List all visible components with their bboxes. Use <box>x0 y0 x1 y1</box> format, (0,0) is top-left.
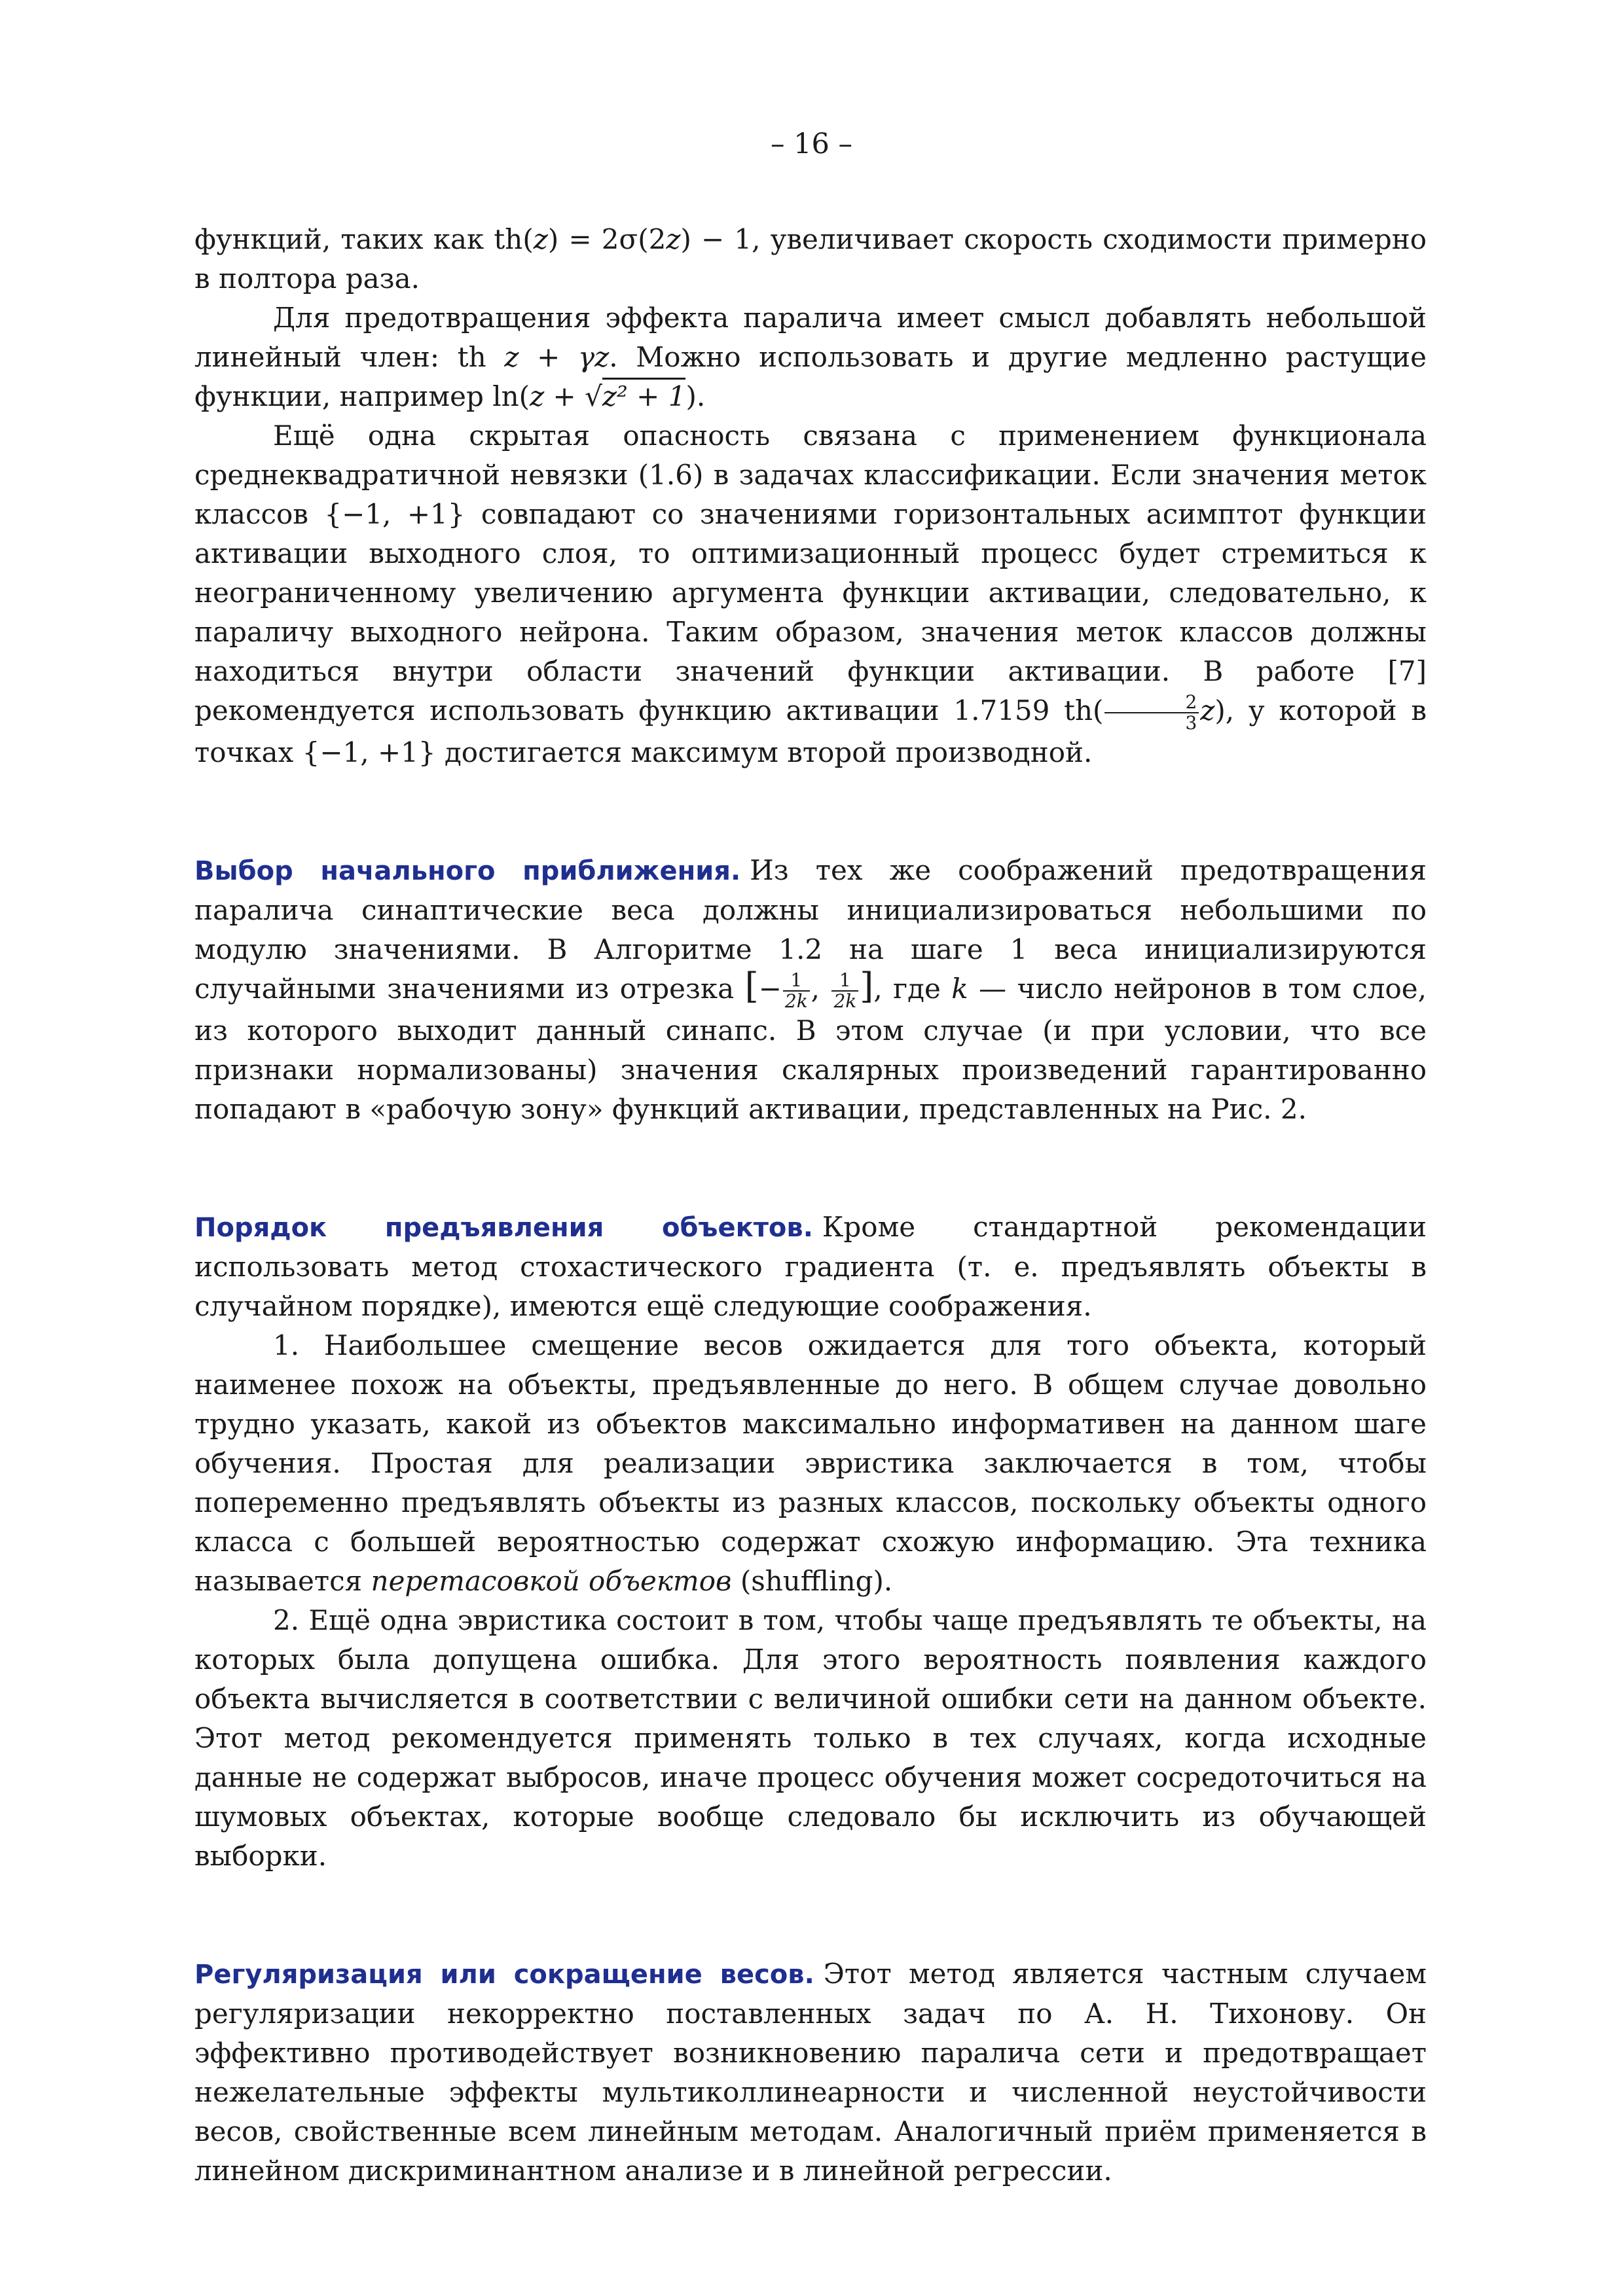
text-run: (shuffling). <box>731 1565 893 1597</box>
text-run: ) = 2σ(2 <box>547 223 666 255</box>
text-run: Из тех же соображений предотвращения паралича синаптические веса должны инициализироваться небольшими по модулю значениями. В Алгоритме 1.2 на шаге 1 веса инициализируются случайными значениями из отрезка <box>194 854 1427 1005</box>
math-variable: z <box>1200 694 1215 726</box>
math-variable: z <box>666 223 681 255</box>
fraction-one-over-2k <box>783 971 810 1011</box>
text-run: ) − 1, увеличивает скорость сходимости примерно в полтора раза. <box>194 223 1427 295</box>
text-run: функций, таких как th( <box>194 223 534 255</box>
section-heading: Порядок предъявления объектов. <box>194 1213 813 1243</box>
fraction-numerator: 1 <box>783 971 810 992</box>
text-run: ), у которой в точках {−1, +1} достигается максимум второй производной. <box>194 694 1427 768</box>
list-item-shuffling <box>194 1326 1427 1601</box>
fraction-denominator: 2k <box>833 990 857 1012</box>
bracket-right: ] <box>860 965 874 1007</box>
paragraph-mse-classification <box>194 416 1427 772</box>
text-run: Для предотвращения эффекта паралича имеет смысл добавлять небольшой линейный член: th <box>194 302 1427 373</box>
section-heading: Регуляризация или сокращение весов. <box>194 1960 814 1990</box>
text-run: — число нейронов в том слое, из которого выходит данный синапс. В этом случае (и при условии, что все признаки нормализованы) значения скалярных произведений гарантированно попадают в «рабочую зону» функций активации, представленных на Рис. 2. <box>194 973 1427 1125</box>
math-variable: γz <box>578 341 610 373</box>
text-run: Этот метод является частным случаем регуляризации некорректно поставленных задач по А. Н. Тихонову. Он эффективно противодействует возникновению паралича сети и предотвращает нежелательные эффекты мультиколлинеарности и численной неустойчивости весов, свойственные всем линейным методам. Аналогичный приём применяется в линейном дискриминантном анализе и в линейной регрессии. <box>194 1958 1427 2187</box>
math-variable: z <box>504 341 519 373</box>
text-run: . Можно использовать и другие медленно растущие функции, например ln( <box>194 341 1427 412</box>
fraction-denominator: 3 <box>1185 712 1197 734</box>
text-run: + <box>519 341 579 373</box>
paragraph-paralysis-linear-term <box>194 298 1427 416</box>
fraction-numerator: 2 <box>1104 692 1199 713</box>
math-variable: z <box>530 380 545 412</box>
list-item-error-sampling: 2. Ещё одна эвристика состоит в том, чтобы чаще предъявлять те объекты, на которых была допущена ошибка. Для этого вероятность появления каждого объекта вычисляется в соответствии с величиной ошибки сети на данном объекте. Этот метод рекомендуется применять только в тех случаях, когда исходные данные не содержат выбросов, иначе процесс обучения может сосредоточиться на шумовых объектах, которые вообще следовало бы исключить из обучающей выборки. <box>194 1604 1427 1872</box>
fraction-two-thirds <box>1104 692 1199 733</box>
bracket-left: [ <box>744 965 759 1007</box>
section-initial-approximation <box>194 851 1427 1129</box>
section-heading: Выбор начального приближения. <box>194 856 741 886</box>
fraction-numerator: 1 <box>831 971 858 992</box>
paragraph-activation-speed <box>194 220 1427 298</box>
section-weight-decay <box>194 1954 1427 2191</box>
fraction-one-over-2k <box>831 971 858 1011</box>
text-run: − <box>758 973 782 1005</box>
text-run: + √ <box>544 380 602 412</box>
text-run: ). <box>685 380 706 412</box>
math-variable: z <box>533 223 548 255</box>
term-emphasis: перетасовкой объектов <box>371 1565 732 1597</box>
math-variable: k <box>951 973 968 1005</box>
text-run: Кроме стандартной рекомендации использовать метод стохастического градиента (т. е. предъявлять объекты в случайном порядке), имеются ещё следующие соображения. <box>194 1211 1427 1322</box>
page-number: – 16 – <box>770 128 853 160</box>
text-run: 1. Наибольшее смещение весов ожидается для того объекта, который наименее похож на объекты, предъявленные до него. В общем случае довольно трудно указать, какой из объектов максимально информативен на данном шаге обучения. Простая для реализации эвристика заключается в том, чтобы попеременно предъявлять объекты из разных классов, поскольку объекты одного класса с большей вероятностью содержат схожую информацию. Эта техника называется <box>194 1329 1427 1597</box>
page-content <box>194 220 1427 2191</box>
fraction-denominator: 2k <box>784 990 808 1012</box>
text-run: , <box>811 973 831 1005</box>
section-object-order <box>194 1208 1427 1326</box>
text-run: Ещё одна скрытая опасность связана с применением функционала среднеквадратичной невязки (1.6) в задачах классификации. Если значения меток классов {−1, +1} совпадают со значениями горизонтальных асимптот функции активации выходного слоя, то оптимизационный процесс будет стремиться к неограниченному увеличению аргумента функции активации, следовательно, к параличу выходного нейрона. Таким образом, значения меток классов должны находиться внутри области значений функции активации. В работе [7] рекомендуется использовать функцию активации 1.7159 th( <box>194 420 1427 726</box>
sqrt-radicand: z² + 1 <box>602 378 686 412</box>
text-run: , где <box>873 973 952 1005</box>
